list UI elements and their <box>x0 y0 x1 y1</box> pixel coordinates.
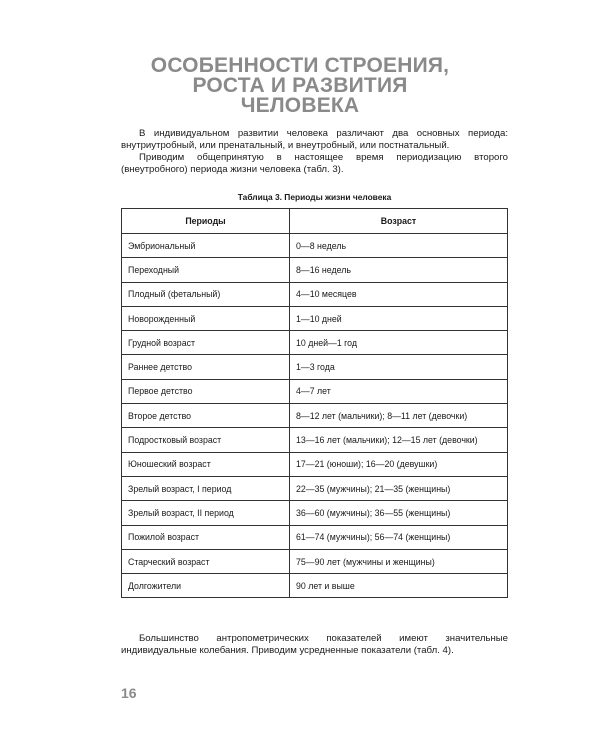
period-cell: Переходный <box>122 258 290 282</box>
age-cell: 4—10 месяцев <box>290 282 508 306</box>
table-row <box>122 452 508 476</box>
outro-paragraph-text: Большинство антропометрических показателей имеют значительные индивидуальные колебания. Приводим усредненные показатели (табл. 4). <box>121 633 508 656</box>
intro-paragraph-2 <box>121 152 508 176</box>
table-row <box>122 306 508 330</box>
table-row <box>122 428 508 452</box>
period-cell: Пожилой возраст <box>122 525 290 549</box>
table-row <box>122 331 508 355</box>
age-cell: 1—10 дней <box>290 306 508 330</box>
table-caption: Таблица 3. Периоды жизни человека <box>237 192 392 202</box>
table-row <box>122 282 508 306</box>
table-row <box>122 355 508 379</box>
period-cell: Эмбриональный <box>122 234 290 258</box>
table-row <box>122 549 508 573</box>
period-cell: Раннее детство <box>122 355 290 379</box>
table-row <box>122 501 508 525</box>
age-cell: 75—90 лет (мужчины и женщины) <box>290 549 508 573</box>
intro-paragraph-2-text: Приводим общепринятую в настоящее время периодизацию второго (внеутробного) периода жизни человека (табл. 3). <box>121 152 508 175</box>
period-cell: Зрелый возраст, I период <box>122 476 290 500</box>
period-cell: Плодный (фетальный) <box>122 282 290 306</box>
age-cell: 8—12 лет (мальчики); 8—11 лет (девочки) <box>290 404 508 428</box>
age-cell: 17—21 (юноши); 16—20 (девушки) <box>290 452 508 476</box>
age-cell: 1—3 года <box>290 355 508 379</box>
chapter-title-line-1: ОСОБЕННОСТИ СТРОЕНИЯ, <box>150 54 450 77</box>
table-row <box>122 574 508 598</box>
period-cell: Новорожденный <box>122 306 290 330</box>
period-cell: Юношеский возраст <box>122 452 290 476</box>
header-age: Возраст <box>290 209 508 234</box>
age-cell: 22—35 (мужчины); 21—35 (женщины) <box>290 476 508 500</box>
intro-paragraph-1 <box>121 128 508 152</box>
table-header-row <box>122 209 508 234</box>
age-cell: 4—7 лет <box>290 379 508 403</box>
table-row <box>122 476 508 500</box>
life-periods-table <box>121 208 508 598</box>
age-cell: 10 дней—1 год <box>290 331 508 355</box>
age-cell: 8—16 недель <box>290 258 508 282</box>
table-row <box>122 258 508 282</box>
chapter-title-line-3: ЧЕЛОВЕКА <box>240 94 360 117</box>
period-cell: Первое детство <box>122 379 290 403</box>
period-cell: Второе детство <box>122 404 290 428</box>
table-row <box>122 525 508 549</box>
age-cell: 36—60 (мужчины); 36—55 (женщины) <box>290 501 508 525</box>
header-periods: Периоды <box>122 209 290 234</box>
period-cell: Долгожители <box>122 574 290 598</box>
chapter-title <box>0 56 600 116</box>
period-cell: Зрелый возраст, II период <box>122 501 290 525</box>
table-row <box>122 404 508 428</box>
period-cell: Подростковый возраст <box>122 428 290 452</box>
page-number: 16 <box>121 685 137 701</box>
intro-paragraph-1-text: В индивидуальном развитии человека различают два основных периода: внутриутробный, или пренатальный, и внеутробный, или постнатальный. <box>121 128 508 151</box>
age-cell: 0—8 недель <box>290 234 508 258</box>
outro-paragraph <box>121 633 508 657</box>
chapter-title-line-2: РОСТА И РАЗВИТИЯ <box>192 74 408 97</box>
age-cell: 61—74 (мужчины); 56—74 (женщины) <box>290 525 508 549</box>
table-row <box>122 234 508 258</box>
age-cell: 13—16 лет (мальчики); 12—15 лет (девочки) <box>290 428 508 452</box>
age-cell: 90 лет и выше <box>290 574 508 598</box>
table-row <box>122 379 508 403</box>
period-cell: Грудной возраст <box>122 331 290 355</box>
period-cell: Старческий возраст <box>122 549 290 573</box>
